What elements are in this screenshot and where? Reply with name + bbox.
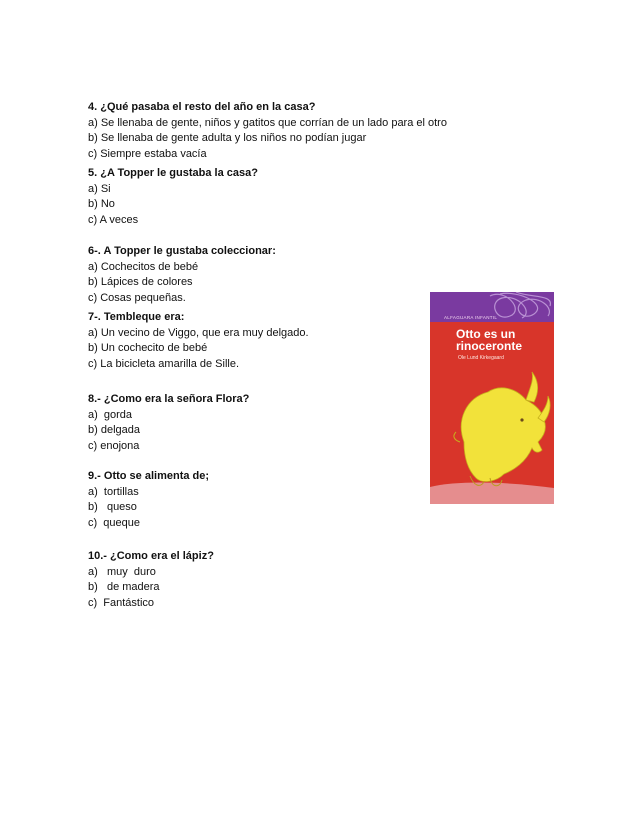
answer-option: a) Si	[88, 182, 111, 195]
question-title: 9.- Otto se alimenta de;	[88, 470, 210, 482]
cover-author: Ole Lund Kirkegaard	[458, 355, 504, 361]
question-5	[88, 166, 508, 228]
answer-option: a) gorda	[88, 408, 133, 421]
answer-option: a) Cochecitos de bebé	[88, 260, 199, 273]
question-10	[88, 549, 508, 611]
answer-option: b) Se llenaba de gente adulta y los niños no podían jugar	[88, 132, 367, 144]
question-title: 4. ¿Qué pasaba el resto del año en la casa?	[88, 101, 316, 113]
answer-option: c) La bicicleta amarilla de Sille.	[88, 357, 240, 370]
question-title: 10.- ¿Como era el lápiz?	[88, 550, 214, 562]
cover-title: Otto es un rinoceronte	[456, 327, 523, 353]
answer-option: c) Cosas pequeñas.	[88, 291, 186, 304]
answer-option: b) Un cochecito de bebé	[88, 342, 208, 354]
cover-publisher: ALFAGUARA INFANTIL	[444, 315, 498, 320]
question-title: 8.- ¿Como era la señora Flora?	[88, 393, 250, 405]
answer-option: a) muy duro	[88, 565, 156, 578]
book-cover-image	[430, 292, 554, 504]
answer-option: b) Lápices de colores	[88, 276, 193, 288]
answer-option: c) A veces	[88, 213, 139, 226]
question-title: 5. ¿A Topper le gustaba la casa?	[88, 167, 258, 179]
question-title: 6-. A Topper le gustaba coleccionar:	[88, 245, 276, 257]
question-title: 7-. Tembleque era:	[88, 311, 185, 323]
answer-option: c) enojona	[88, 439, 140, 452]
answer-option: a) tortillas	[88, 485, 139, 498]
answer-option: a) Se llenaba de gente, niños y gatitos que corrían de un lado para el otro	[88, 116, 447, 129]
answer-option: b) delgada	[88, 424, 140, 436]
answer-option: b) de madera	[88, 581, 160, 593]
answer-option: b) queso	[88, 501, 137, 513]
answer-option: a) Un vecino de Viggo, que era muy delgado.	[88, 326, 309, 339]
answer-option: c) Siempre estaba vacía	[88, 147, 207, 160]
rhino-illustration	[454, 372, 550, 486]
cover-artwork	[430, 292, 554, 504]
answer-option: c) queque	[88, 516, 140, 529]
answer-option: c) Fantástico	[88, 596, 155, 609]
answer-option: b) No	[88, 198, 115, 210]
question-4	[88, 100, 488, 162]
